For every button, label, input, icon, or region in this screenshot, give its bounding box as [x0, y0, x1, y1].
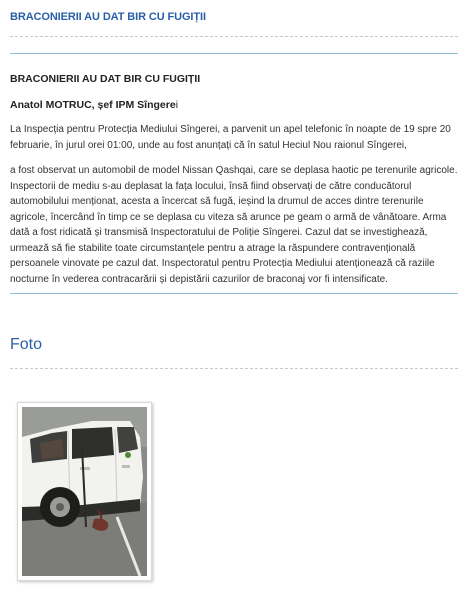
divider-solid — [10, 53, 458, 54]
page-title: BRACONIERII AU DAT BIR CU FUGIȚII — [10, 11, 206, 23]
article-paragraph: a fost observat un automobil de model Nissan Qashqai, care se deplasa haotic pe terenurile agricole. Inspectorii de mediu s-au deplasat la fața locului, însă fiind observați de către conducătorul automobilului menționat, acesta a încercat să fugă, ieșind la drumul de acces dintre terenurile agricole, încercând în timp ce se deplasa cu viteza să arunce pe geam o armă de vânătoare. Arma dată a fost ridicată și transmisă Inspectoratului de Poliție Sîngerei. Cazul dat se investighează, urmează să fie stabilite toate circumstanțele pentru a atrage la răspundere contravențională persoanele vinovate pe cazul dat. Inspectoratul pentru Protecția Mediului atenționează că raziile nocturne în vederea contracarării și depistării cazurilor de braconaj vor fi intensificate. — [10, 165, 458, 285]
article-paragraph: La Inspecția pentru Protecția Mediului Sîngerei, a parvenit un apel telefonic în noapte de 19 spre 20 februarie, în jurul orei 01:00, unde au fost anunțați că în satul Heciul Nou raionul Sîngerei, — [10, 124, 451, 151]
author-name-tail: i — [175, 98, 179, 111]
article-author — [10, 98, 458, 114]
photo-thumbnail[interactable] — [17, 402, 152, 581]
gallery-title: Foto — [10, 336, 43, 353]
car-photo — [22, 407, 147, 576]
author-name: Anatol MOTRUC, șef IPM Sîngere — [10, 98, 176, 111]
divider-solid — [10, 293, 458, 294]
article-body — [10, 72, 458, 297]
article-headline: BRACONIERII AU DAT BIR CU FUGIȚII — [10, 73, 201, 85]
divider-dashed — [10, 36, 458, 37]
divider-dashed — [10, 368, 458, 369]
